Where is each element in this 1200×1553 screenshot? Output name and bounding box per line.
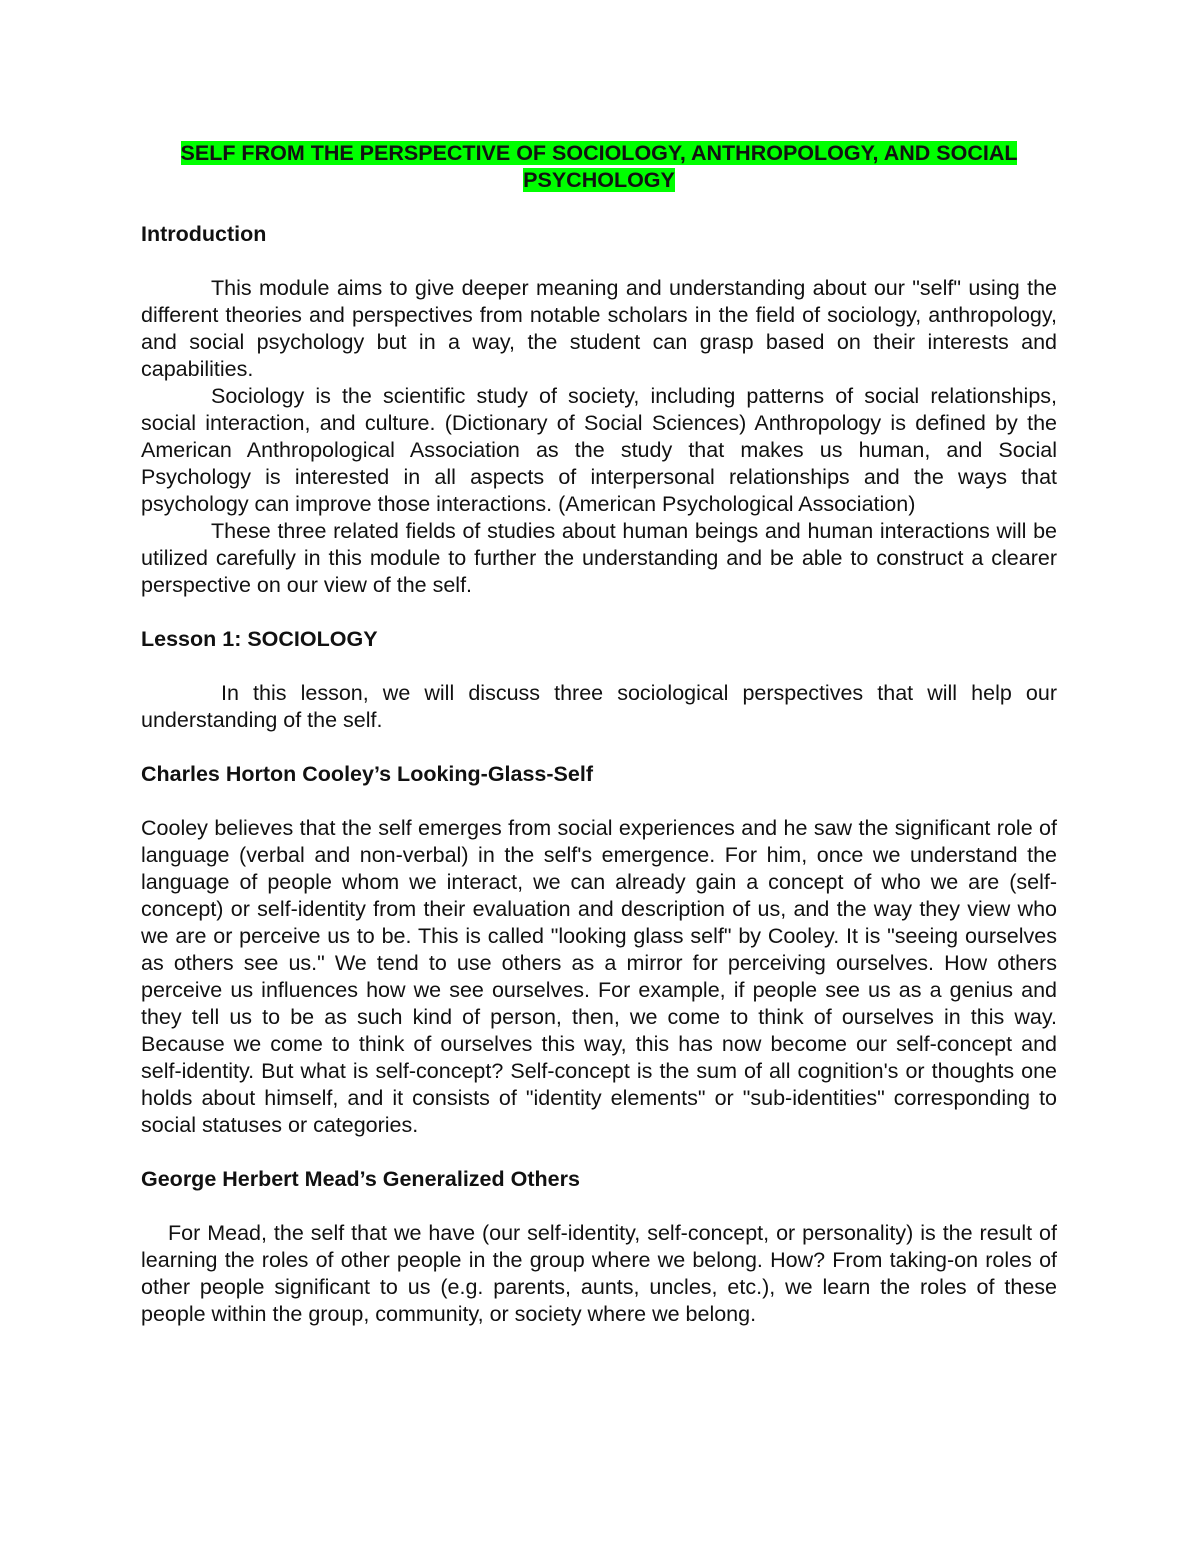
cooley-paragraph: Cooley believes that the self emerges from social experiences and he saw the significant role of language (verbal and non-verbal) in the self's emergence. For him, once we understand the language of people whom we interact, we can already gain a concept of who we are (self-concept) or self-identity from their evaluation and description of us, and the way they view who we are or perceive us to be. This is called "looking glass self" by Cooley. It is "seeing ourselves as others see us." We tend to use others as a mirror for perceiving ourselves. How others perceive us influences how we see ourselves. For example, if people see us as a genius and they tell us to be as such kind of person, then, we come to think of ourselves in this way. Because we come to think of ourselves this way, this has now become our self-concept and self-identity. But what is self-concept? Self-concept is the sum of all cognition's or thoughts one holds about himself, and it consists of "identity elements" or "sub-identities" corresponding to social statuses or categories.	[141, 816, 1057, 1137]
mead-paragraph: For Mead, the self that we have (our self-identity, self-concept, or personality) is the result of learning the roles of other people in the group where we belong. How? From taking-on roles of other people significant to us (e.g. parents, aunts, uncles, etc.), we learn the roles of these people within the group, community, or society where we belong.	[141, 1221, 1057, 1326]
spacer	[141, 1139, 1057, 1166]
lesson-1-paragraph: In this lesson, we will discuss three sociological perspectives that will help our understanding of the self.	[141, 681, 1057, 732]
mead-heading: George Herbert Mead’s Generalized Others	[141, 1167, 580, 1191]
introduction-paragraph-3: These three related fields of studies about human beings and human interactions will be utilized carefully in this module to further the understanding and be able to construct a clearer perspective on our view of the self.	[141, 519, 1057, 597]
spacer	[141, 599, 1057, 626]
introduction-paragraph-2: Sociology is the scientific study of society, including patterns of social relationships, social interaction, and culture. (Dictionary of Social Sciences) Anthropology is defined by the American Anthropological Association as the study that makes us human, and Social Psychology is interested in all aspects of interpersonal relationships and the ways that psychology can improve those interactions. (American Psychological Association)	[141, 384, 1057, 516]
spacer	[141, 734, 1057, 761]
cooley-heading: Charles Horton Cooley’s Looking-Glass-Self	[141, 762, 593, 786]
document-page	[141, 140, 1057, 1328]
introduction-heading: Introduction	[141, 222, 267, 246]
document-title	[141, 140, 1057, 194]
document-title-highlight: SELF FROM THE PERSPECTIVE OF SOCIOLOGY, ANTHROPOLOGY, AND SOCIAL PSYCHOLOGY	[180, 141, 1018, 192]
lesson-1-heading: Lesson 1: SOCIOLOGY	[141, 627, 378, 651]
introduction-paragraph-1: This module aims to give deeper meaning and understanding about our "self" using the different theories and perspectives from notable scholars in the field of sociology, anthropology, and social psychology but in a way, the student can grasp based on their interests and capabilities.	[141, 276, 1057, 381]
